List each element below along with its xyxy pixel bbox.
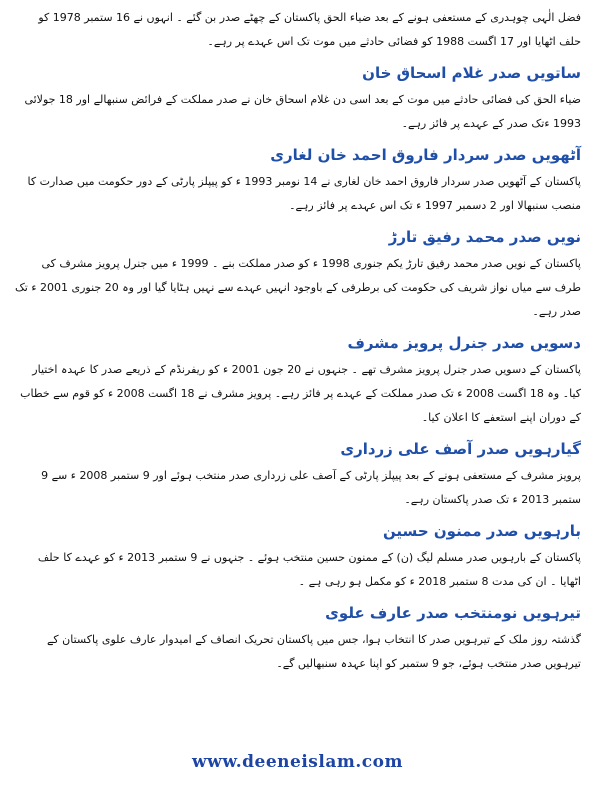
section-text-ninth-president: پاکستان کے نویں صدر محمد رفیق تارڑ یکم جنوری 1998 ء کو صدر مملکت بنے ۔ 1999 ء میں جنرل پرویز مشرف کی طرف سے میاں نواز شریف کی حکومت کی برطرفی کے باوجود انہیں عہدے سے نہیں ہٹایا گیا اور وہ 20 جنوری 2001 ء تک صدر رہے۔ xyxy=(14,257,581,318)
section-heading-eighth-president: آٹھویں صدر سردار فاروق احمد خان لغاری xyxy=(270,146,581,164)
section-heading-thirteenth-president: تیرہویں نومنتخب صدر عارف علوی xyxy=(325,604,581,622)
website-footer: www.deeneislam.com xyxy=(192,752,403,772)
intro-paragraph: فضل الٰہی چوہدری کے مستعفی ہونے کے بعد ضیاء الحق پاکستان کے چھٹے صدر بن گئے ۔ انہوں نے 16 ستمبر 1978 کو حلف اٹھایا اور 17 اگست 1988 کو فضائی حادثے میں موت تک اس عہدے پر رہے۔ xyxy=(38,11,581,48)
section-text-tenth-president: پاکستان کے دسویں صدر جنرل پرویز مشرف تھے ۔ جنہوں نے 20 جون 2001 ء کو ریفرنڈم کے ذریعے صدر کا عہدہ اختیار کیا۔ وہ 18 اگست 2008 ء تک صدر مملکت کے عہدے پر فائز رہے۔ پرویز مشرف نے 18 اگست 2008 ء کو قوم سے خطاب کے دوران اپنے استعفے کا اعلان کیا۔ xyxy=(20,363,581,424)
section-text-eleventh-president: پرویز مشرف کے مستعفی ہونے کے بعد پیپلز پارٹی کے آصف علی زرداری صدر منتخب ہوئے اور 9 ستمبر 2008 ء سے 9 ستمبر 2013 ء تک صدر پاکستان رہے۔ xyxy=(41,469,581,506)
section-heading-eleventh-president: گیارہویں صدر آصف علی زرداری xyxy=(340,440,581,458)
section-text-twelfth-president: پاکستان کے بارہویں صدر مسلم لیگ (ن) کے ممنون حسین منتخب ہوئے ۔ جنہوں نے 9 ستمبر 2013 ء کو عہدے کا حلف اٹھایا ۔ ان کی مدت 8 ستمبر 2018 ء کو مکمل ہو رہی ہے ۔ xyxy=(37,551,581,588)
section-text-seventh-president: ضیاء الحق کی فضائی حادثے میں موت کے بعد اسی دن غلام اسحاق خان نے صدر مملکت کے فرائض سنبھالے اور 18 جولائی 1993 ءتک صدر کے عہدے پر فائز رہے۔ xyxy=(24,93,581,130)
section-text-thirteenth-president: گذشتہ روز ملک کے تیرہویں صدر کا انتخاب ہوا، جس میں پاکستان تحریک انصاف کے امیدوار عارف علوی پاکستان کے تیرہویں صدر منتخب ہوئے، جو 9 ستمبر کو اپنا عہدہ سنبھالیں گے۔ xyxy=(46,633,581,670)
section-heading-seventh-president: ساتویں صدر غلام اسحاق خان xyxy=(362,64,581,82)
section-heading-twelfth-president: بارہویں صدر ممنون حسین xyxy=(382,522,581,540)
section-heading-tenth-president: دسویں صدر جنرل پرویز مشرف xyxy=(347,334,581,352)
section-text-eighth-president: پاکستان کے آٹھویں صدر سردار فاروق احمد خان لغاری نے 14 نومبر 1993 ء کو پیپلز پارٹی کے دور حکومت میں صدارت کا منصب سنبھالا اور 2 دسمبر 1997 ء تک اس عہدے پر فائز رہے۔ xyxy=(27,175,581,212)
section-heading-ninth-president: نویں صدر محمد رفیق تارڑ xyxy=(388,228,581,246)
